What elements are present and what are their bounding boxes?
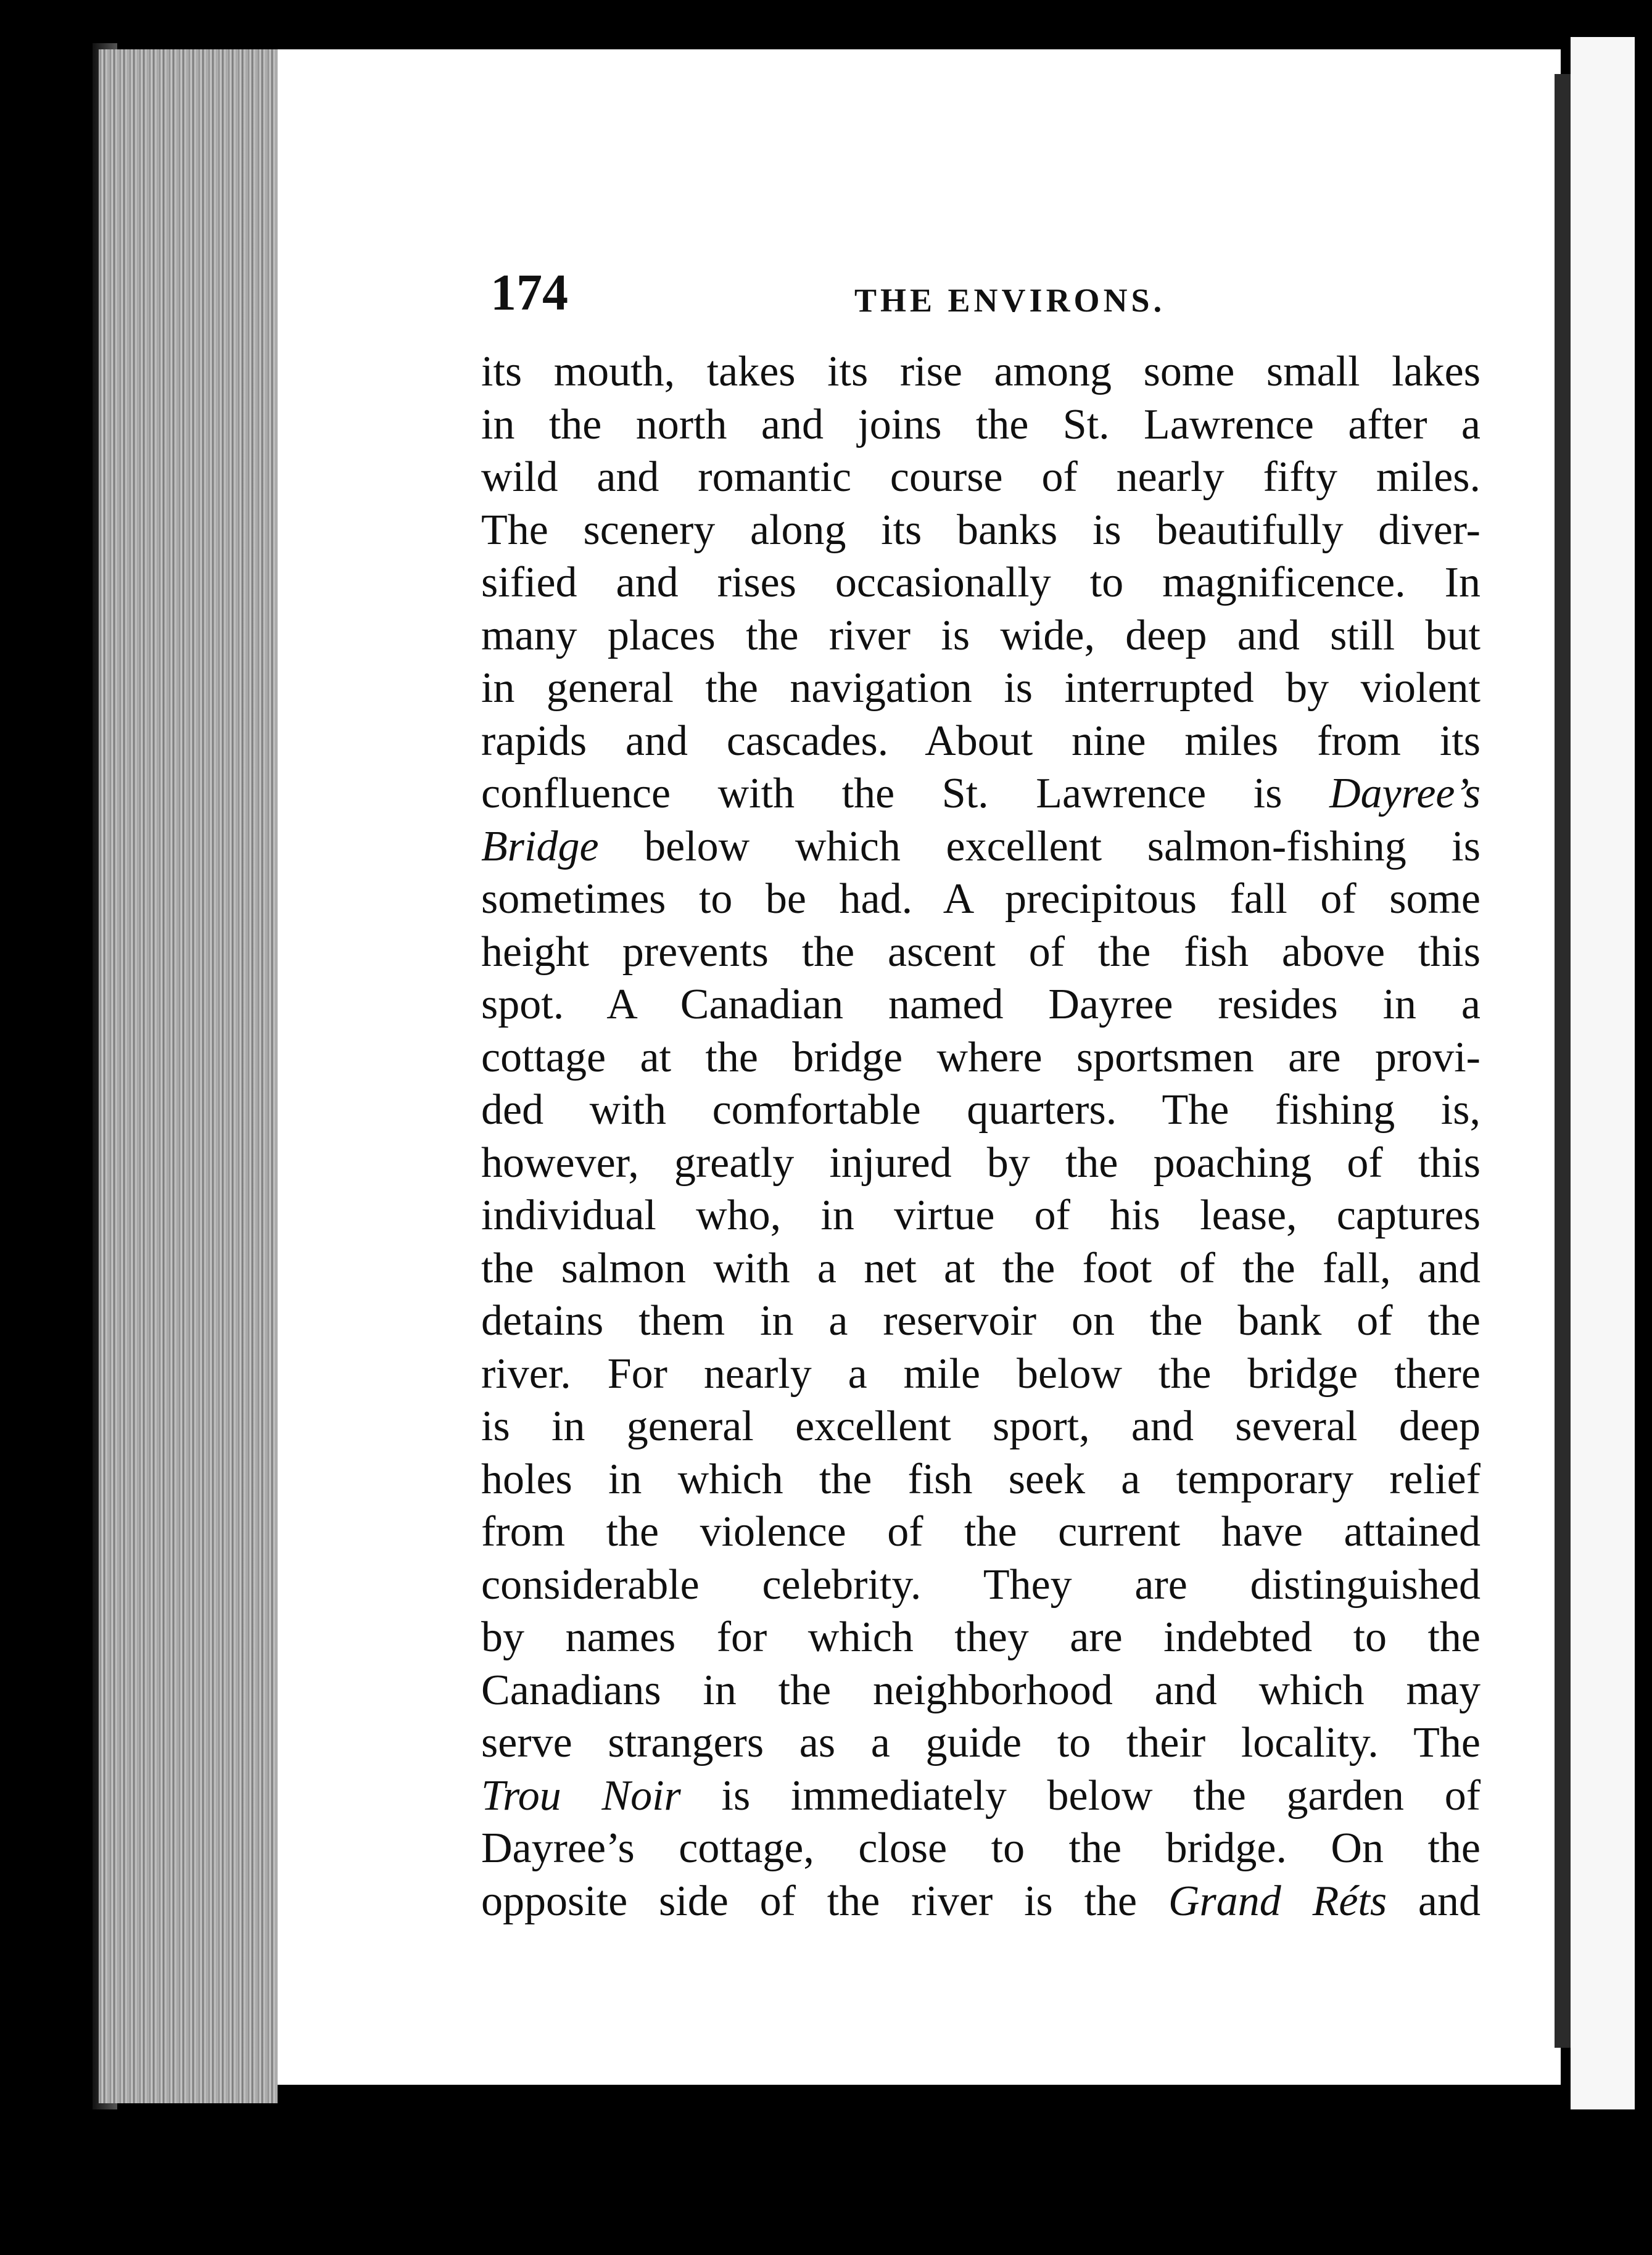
text-line: [481, 504, 1481, 557]
text-run: river. For nearly a mile below the bridge there: [481, 1350, 1481, 1398]
text-run: confluence with the St. Lawrence is: [481, 770, 1330, 817]
text-line: [481, 1875, 1481, 1928]
text-run: and: [1387, 1877, 1481, 1925]
adjacent-page-edge: [1571, 37, 1638, 2109]
text-run: is immediately below the garden of: [680, 1771, 1481, 1820]
text-run: by names for which they are indebted to the: [481, 1614, 1481, 1661]
text-run: considerable celebrity. They are distinguished: [481, 1560, 1481, 1609]
text-run: many places the river is wide, deep and still but: [481, 611, 1481, 659]
text-run: its mouth, takes its rise among some small lakes: [481, 348, 1481, 395]
text-run: from the violence of the current have attained: [481, 1508, 1481, 1556]
text-run: ded with comfortable quarters. The fishing is,: [481, 1086, 1481, 1134]
text-line: [481, 978, 1481, 1031]
running-head: [490, 259, 1465, 327]
text-run: is in general excellent sport, and several deep: [481, 1403, 1481, 1450]
text-run: spot. A Canadian named Dayree resides in a: [481, 981, 1481, 1028]
text-line: [481, 820, 1481, 873]
text-run: holes in which the fish seek a temporary relief: [481, 1455, 1481, 1503]
text-line: [481, 1348, 1481, 1401]
text-line: [481, 767, 1481, 820]
text-line: [481, 1770, 1481, 1823]
text-line: [481, 1189, 1481, 1242]
text-run: sometimes to be had. A precipitous fall of some: [481, 875, 1481, 923]
text-run: serve strangers as a guide to their locality. The: [481, 1719, 1481, 1766]
text-line: [481, 1559, 1481, 1612]
text-run: sified and rises occasionally to magnificence. In: [481, 559, 1481, 606]
text-run: Canadians in the neighborhood and which may: [481, 1666, 1481, 1714]
text-line: [481, 1400, 1481, 1453]
text-line: [481, 1822, 1481, 1875]
page-number: 174: [490, 264, 568, 321]
text-line: [481, 1664, 1481, 1717]
page-edges-stack: [99, 49, 278, 2103]
binding-gutter: [1555, 74, 1571, 2048]
text-line: [481, 1611, 1481, 1664]
text-line: [481, 1295, 1481, 1348]
italic-text: Grand Réts: [1168, 1877, 1387, 1925]
text-line: [481, 926, 1481, 979]
text-line: [481, 662, 1481, 715]
text-line: [481, 873, 1481, 926]
italic-text: Bridge: [481, 822, 599, 870]
text-run: wild and romantic course of nearly fifty miles.: [481, 453, 1481, 501]
text-run: however, greatly injured by the poaching of this: [481, 1139, 1481, 1187]
text-line: [481, 1084, 1481, 1137]
running-title: THE ENVIRONS.: [854, 282, 1166, 319]
text-run: in general the navigation is interrupted by violent: [481, 664, 1481, 712]
body-text: [481, 345, 1481, 1927]
text-line: [481, 715, 1481, 768]
text-line: [481, 556, 1481, 609]
text-line: [481, 398, 1481, 451]
text-run: rapids and cascades. About nine miles from its: [481, 717, 1481, 765]
text-line: [481, 1242, 1481, 1295]
text-line: [481, 1717, 1481, 1770]
text-line: [481, 451, 1481, 504]
italic-text: Trou Noir: [481, 1771, 681, 1820]
text-line: [481, 1453, 1481, 1506]
text-run: cottage at the bridge where sportsmen are provi-: [481, 1033, 1481, 1081]
text-line: [481, 1137, 1481, 1190]
italic-text: Dayree’s: [1329, 770, 1481, 817]
text-line: [481, 345, 1481, 398]
text-line: [481, 1506, 1481, 1559]
text-run: height prevents the ascent of the fish above this: [481, 928, 1481, 976]
text-run: in the north and joins the St. Lawrence after a: [481, 400, 1481, 448]
text-run: below which excellent salmon-fishing is: [598, 822, 1481, 870]
text-run: individual who, in virtue of his lease, captures: [481, 1192, 1481, 1239]
scan-border: [1635, 37, 1652, 2109]
text-run: The scenery along its banks is beautifully diver-: [481, 506, 1481, 554]
text-run: the salmon with a net at the foot of the fall, and: [481, 1244, 1481, 1292]
text-run: opposite side of the river is the: [481, 1877, 1168, 1925]
text-run: Dayree’s cottage, close to the bridge. On the: [481, 1824, 1481, 1872]
text-line: [481, 1031, 1481, 1084]
text-line: [481, 609, 1481, 662]
text-run: detains them in a reservoir on the bank of the: [481, 1297, 1481, 1345]
